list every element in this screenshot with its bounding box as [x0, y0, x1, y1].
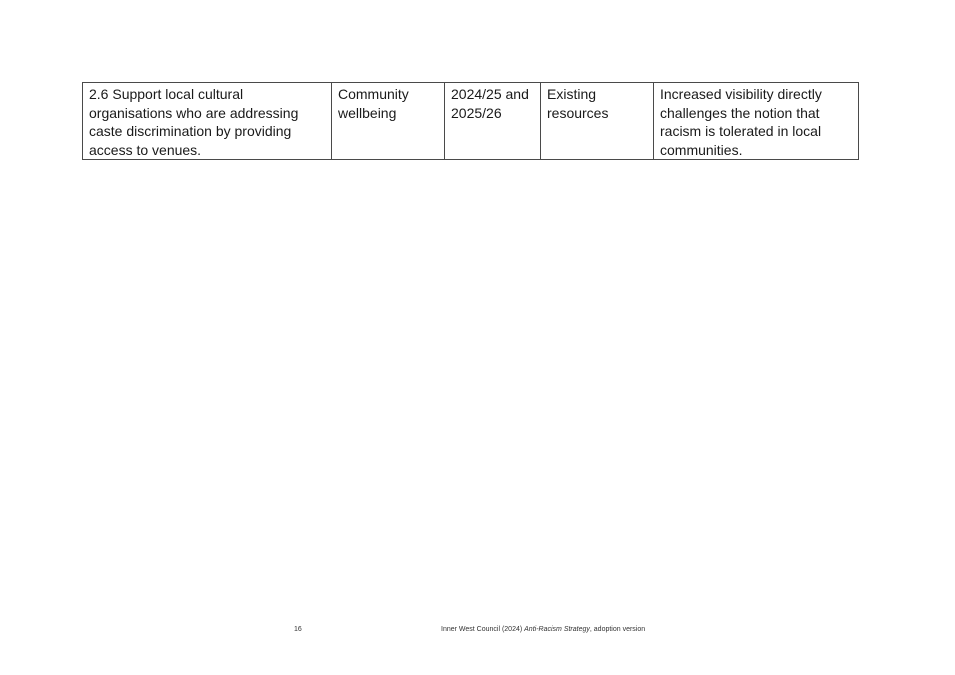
table-row [83, 83, 859, 160]
citation-title: Anti-Racism Strategy [524, 626, 590, 633]
citation-prefix: Inner West Council (2024) [441, 626, 525, 633]
citation-suffix: , adoption version [589, 626, 646, 633]
page-number: 16 [294, 626, 302, 633]
focus-area-cell: Community wellbeing [332, 83, 445, 160]
action-cell: 2.6 Support local cultural organisations who are addressing caste discrimination by providing access to venues. [83, 83, 332, 160]
resources-cell: Existing resources [541, 83, 654, 160]
outcome-cell: Increased visibility directly challenges the notion that racism is tolerated in local communities. [654, 83, 859, 160]
timing-cell: 2024/25 and 2025/26 [445, 83, 541, 160]
footer-citation [441, 626, 645, 633]
action-table [82, 82, 859, 160]
page-footer [0, 626, 955, 638]
